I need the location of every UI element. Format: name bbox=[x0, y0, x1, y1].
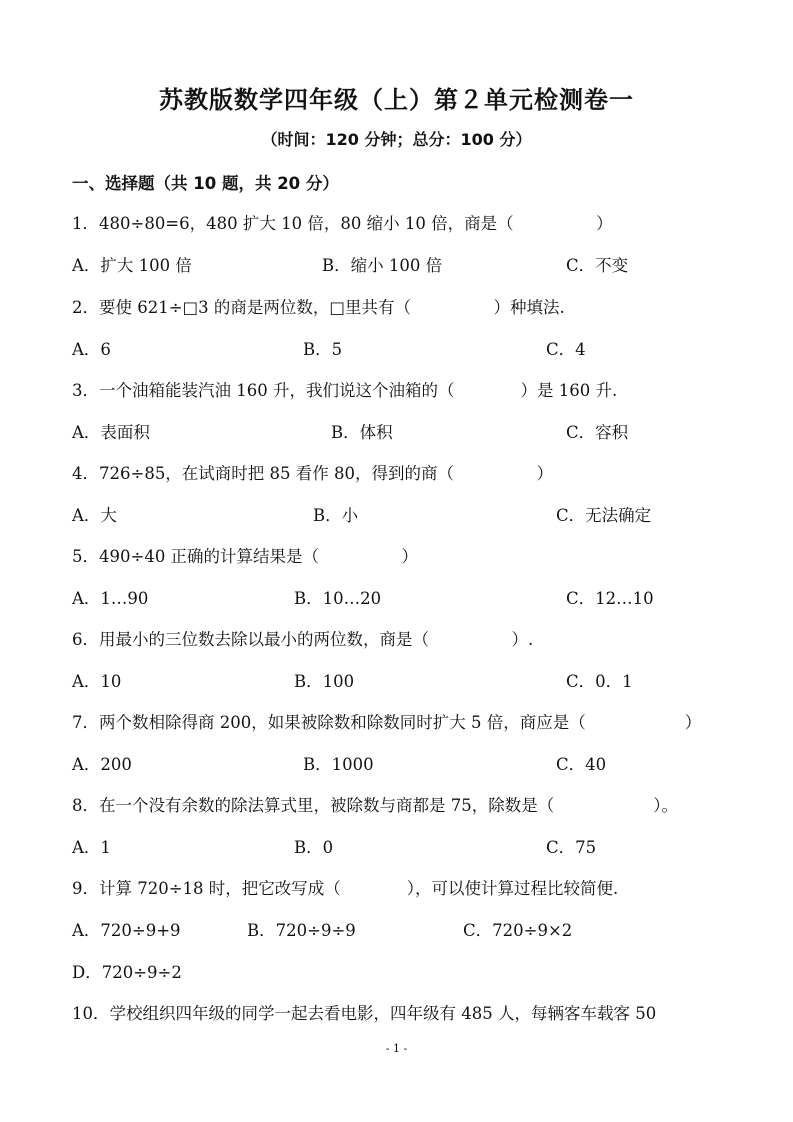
question-7-option-a: A．200 bbox=[72, 755, 132, 774]
page-number: - 1 - bbox=[385, 1042, 408, 1055]
page-title: 苏教版数学四年级（上）第２单元检测卷一 bbox=[159, 86, 634, 114]
question-4-option-c: C．无法确定 bbox=[556, 506, 652, 525]
question-6-option-a: A．10 bbox=[72, 672, 122, 691]
question-6-option-b: B．100 bbox=[294, 672, 355, 691]
question-8-option-a: A．1 bbox=[72, 838, 111, 857]
question-2-option-c: C．4 bbox=[546, 340, 586, 359]
question-3: 3．一个油箱能装汽油 160 升，我们说这个油箱的（ ）是 160 升. bbox=[72, 381, 618, 400]
question-8-option-b: B．0 bbox=[294, 838, 334, 857]
question-1-option-a: A．扩大 100 倍 bbox=[72, 256, 192, 275]
question-9-option-b: B．720÷9÷9 bbox=[247, 921, 356, 940]
question-2: 2．要使 621÷□3 的商是两位数，□里共有（ ）种填法. bbox=[72, 298, 565, 317]
question-2-option-b: B．5 bbox=[303, 340, 343, 359]
question-9-option-c: C．720÷9×2 bbox=[463, 921, 573, 940]
question-8: 8．在一个没有余数的除法算式里，被除数与商都是 75，除数是（ ）。 bbox=[72, 796, 678, 815]
question-4-option-a: A．大 bbox=[72, 506, 117, 525]
question-5-option-a: A．1…90 bbox=[72, 589, 149, 608]
question-7-option-b: B．1000 bbox=[303, 755, 374, 774]
question-5-option-c: C．12…10 bbox=[566, 589, 654, 608]
question-7-option-c: C．40 bbox=[556, 755, 607, 774]
question-5: 5．490÷40 正确的计算结果是（ ） bbox=[72, 547, 419, 566]
question-6: 6．用最小的三位数去除以最小的两位数，商是（ ）. bbox=[72, 630, 534, 649]
question-3-option-b: B．体积 bbox=[331, 423, 393, 442]
question-2-option-a: A．6 bbox=[72, 340, 111, 359]
question-1-option-b: B．缩小 100 倍 bbox=[322, 256, 443, 275]
question-9-option-a: A．720÷9+9 bbox=[72, 921, 181, 940]
question-8-option-c: C．75 bbox=[546, 838, 597, 857]
question-6-option-c: C．0．1 bbox=[566, 672, 633, 691]
question-9-option-d: D．720÷9÷2 bbox=[72, 963, 182, 982]
question-1-option-c: C．不变 bbox=[566, 256, 629, 275]
question-1: 1．480÷80=6，480 扩大 10 倍，80 缩小 10 倍，商是（ ） bbox=[72, 214, 613, 233]
exam-info: （时间：120 分钟；总分：100 分） bbox=[261, 130, 532, 149]
question-3-option-a: A．表面积 bbox=[72, 423, 150, 442]
question-10: 10．学校组织四年级的同学一起去看电影，四年级有 485 人，每辆客车载客 50 bbox=[72, 1004, 657, 1023]
question-5-option-b: B．10…20 bbox=[294, 589, 382, 608]
question-3-option-c: C．容积 bbox=[566, 423, 629, 442]
question-9: 9．计算 720÷18 时，把它改写成（ ），可以使计算过程比较简便. bbox=[72, 879, 619, 898]
question-7: 7．两个数相除得商 200，如果被除数和除数同时扩大 5 倍，商应是（ ） bbox=[72, 713, 702, 732]
question-4-option-b: B．小 bbox=[313, 506, 359, 525]
section-heading: 一、选择题（共 10 题，共 20 分） bbox=[72, 174, 339, 193]
question-4: 4．726÷85，在试商时把 85 看作 80，得到的商（ ） bbox=[72, 464, 554, 483]
